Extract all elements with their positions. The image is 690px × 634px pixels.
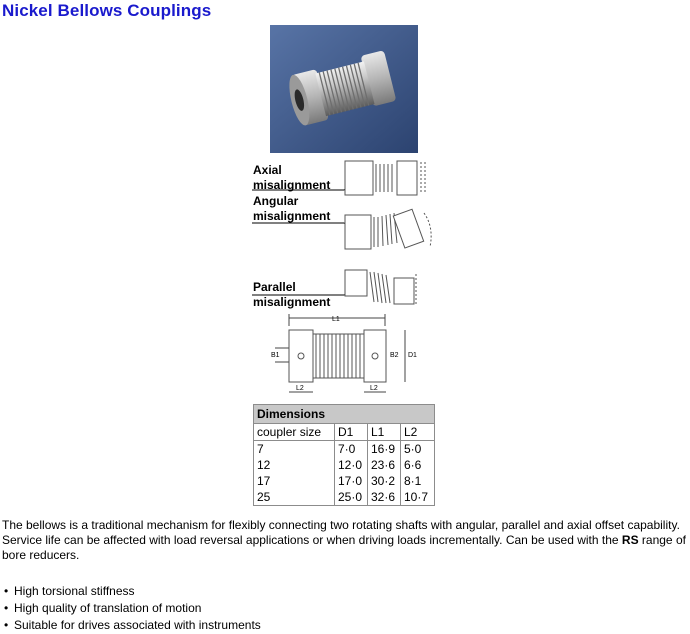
axial-misalignment-label: Axial misalignment: [253, 163, 331, 192]
dim-label-l2-left: L2: [296, 385, 304, 392]
cell-l2: 10·7: [401, 489, 435, 506]
dimension-drawing: [270, 312, 420, 400]
feature-list: [4, 583, 261, 634]
dim-label-l1: L1: [332, 316, 340, 323]
bullet-icon: •: [4, 584, 9, 598]
dimensions-table: [253, 404, 435, 506]
description-paragraph-2: Service life can be affected with load reversal applications or when driving loads incrementally. Can be used with the RS range of bore reducers.: [2, 533, 686, 562]
cell-d1: 12·0: [335, 457, 368, 473]
table-row: [254, 473, 435, 489]
dim-label-l2-right: L2: [370, 385, 378, 392]
rs-range-text: RS: [621, 533, 639, 547]
bullet-icon: •: [4, 601, 9, 615]
axial-misalignment-diagram: [252, 158, 442, 198]
product-description: [2, 518, 688, 563]
table-row: [254, 457, 435, 473]
list-item: • Suitable for drives associated with instruments: [4, 618, 261, 632]
cell-l1: 23·6: [368, 457, 401, 473]
list-item: • High quality of translation of motion: [4, 601, 202, 615]
table-title: Dimensions: [254, 405, 435, 424]
table-header-row: [254, 424, 435, 441]
page-title: Nickel Bellows Couplings: [2, 1, 212, 20]
bullet-icon: •: [4, 618, 9, 632]
parallel-misalignment-diagram: [252, 268, 442, 308]
table-row: [254, 489, 435, 506]
angular-misalignment-label: Angular misalignment: [253, 194, 331, 223]
cell-l1: 30·2: [368, 473, 401, 489]
cell-d1: 7·0: [335, 441, 368, 458]
dim-label-d1: D1: [408, 352, 417, 359]
cell-d1: 17·0: [335, 473, 368, 489]
cell-size: 12: [254, 457, 335, 473]
dim-label-b1: B1: [271, 352, 280, 359]
cell-size: 25: [254, 489, 335, 506]
cell-l2: 8·1: [401, 473, 435, 489]
angular-misalignment-diagram: [252, 205, 442, 260]
col-header-d1: D1: [335, 424, 368, 441]
cell-l1: 16·9: [368, 441, 401, 458]
parallel-misalignment-label: Parallel misalignment: [253, 280, 331, 309]
cell-size: 17: [254, 473, 335, 489]
cell-l1: 32·6: [368, 489, 401, 506]
cell-size: 7: [254, 441, 335, 458]
cell-l2: 6·6: [401, 457, 435, 473]
list-item: • High torsional stiffness: [4, 584, 135, 598]
cell-l2: 5·0: [401, 441, 435, 458]
cell-d1: 25·0: [335, 489, 368, 506]
col-header-l2: L2: [401, 424, 435, 441]
coupling-photo: [270, 25, 418, 153]
description-paragraph-1: The bellows is a traditional mechanism for flexibly connecting two rotating shafts with angular, parallel and axial offset capability.: [2, 518, 680, 532]
table-row: [254, 441, 435, 458]
dim-label-b2: B2: [390, 352, 399, 359]
col-header-coupler-size: coupler size: [254, 424, 335, 441]
col-header-l1: L1: [368, 424, 401, 441]
